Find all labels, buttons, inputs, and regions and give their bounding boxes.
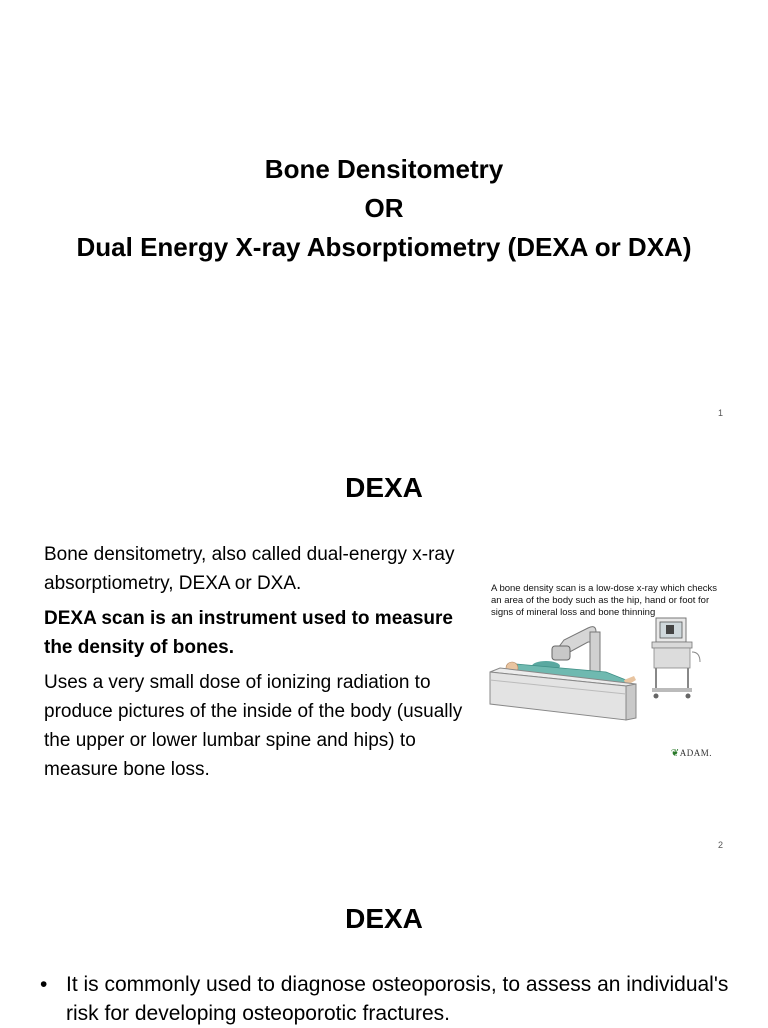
slide1-title	[0, 150, 768, 267]
figure-caption: A bone density scan is a low-dose x-ray which checks an area of the body such as the hip, hand or foot for signs of mineral loss and bone thinning	[491, 583, 717, 618]
slide3-bullet-1-text: It is commonly used to diagnose osteoporosis, to assess an individual's risk for developing osteoporotic fractures.	[66, 973, 729, 1025]
slide2-paragraph-3: Uses a very small dose of ionizing radiation to produce pictures of the inside of the body (usually the upper or lower lumbar spine and hips) to measure bone loss.	[44, 672, 463, 780]
slide1-title-line-2: OR	[364, 193, 404, 223]
dexa-machine-drawing	[486, 580, 722, 765]
slide2-paragraph-1: Bone densitometry, also called dual-energy x-ray absorptiometry, DEXA or DXA.	[44, 544, 455, 594]
slide1-page-number: 1	[718, 408, 724, 418]
slide2-paragraph-2: DEXA scan is an instrument used to measure the density of bones.	[44, 608, 453, 658]
adam-brand-text: ADAM.	[679, 748, 712, 758]
dexa-scan-illustration	[486, 580, 722, 765]
leaf-icon: ❦	[670, 748, 680, 759]
bullet-icon: •	[40, 973, 48, 996]
slide3-title: DEXA	[345, 903, 423, 934]
monitor-cart	[652, 618, 700, 699]
slide1-title-line-1: Bone Densitometry	[264, 154, 504, 184]
slide2-page-number: 2	[718, 840, 724, 850]
slide2-body	[44, 540, 474, 790]
adam-logo	[671, 748, 712, 759]
slide3-bullet-1	[40, 970, 766, 1028]
slide1-title-line-3: Dual Energy X-ray Absorptiometry (DEXA or DXA)	[76, 232, 692, 262]
slide2-title: DEXA	[345, 472, 423, 503]
